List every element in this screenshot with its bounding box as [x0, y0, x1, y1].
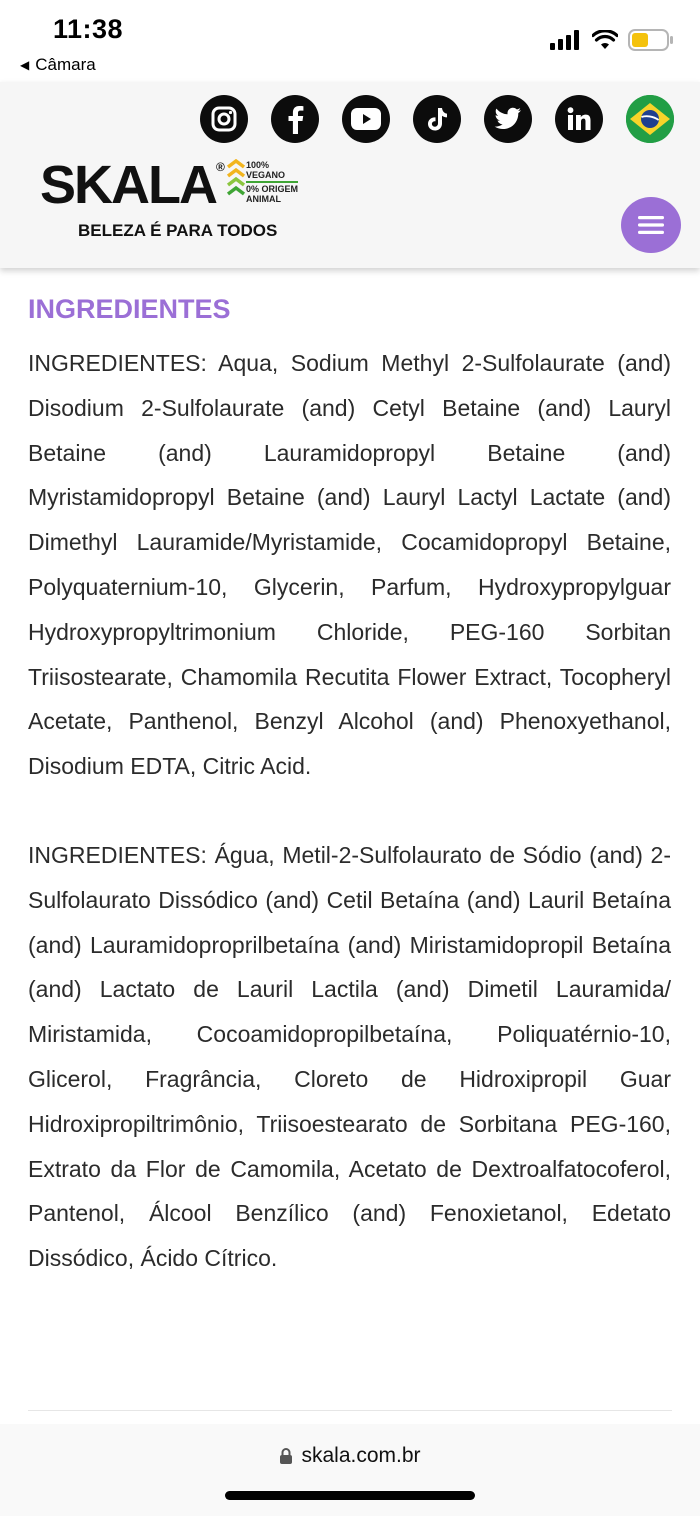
section-title: INGREDIENTES	[28, 294, 231, 324]
wifi-icon	[592, 30, 618, 50]
signal-icon	[550, 30, 582, 50]
back-to-app-link[interactable]	[20, 55, 96, 75]
url-text: skala.com.br	[301, 1444, 421, 1467]
logo-tagline: BELEZA É PARA TODOS	[78, 221, 278, 240]
home-indicator[interactable]	[225, 1491, 475, 1500]
brazil-flag-icon[interactable]	[626, 95, 674, 143]
vegan-leaf-icon	[226, 159, 246, 205]
status-time: 11:38	[53, 14, 124, 44]
ingredients-paragraph-pt: INGREDIENTES: Água, Metil-2-Sulfolaurato de Sódio (and) 2-Sulfolaurato Dissódico (and) Cetil Betaína (and) Lauril Betaína (and) Lauramidoproprilbetaína (and) Miristamidopropil Betaína (and) Lactato de Lauril Lactila (and) Dimetil Lauramida/ Miristamida, Cocoamidopropilbetaína, Poliquatérnio-10, Glicerol, Fragrância, Cloreto de Hidroxipropil Guar Hidroxipropiltrimônio, Triisoestearato de Sorbitana PEG-160, Extrato da Flor de Camomila, Acetato de Dextroalfatocoferol, Pantenol, Álcool Benzílico (and) Fenoxietanol, Edetato Dissódico, Ácido Cítrico.	[28, 841, 671, 1272]
browser-address-bar[interactable]	[0, 1424, 700, 1516]
status-bar	[0, 0, 700, 82]
ingredients-section	[28, 290, 671, 1281]
hamburger-menu-icon	[638, 214, 664, 236]
url-display[interactable]	[0, 1444, 700, 1468]
logo-wordmark: SKALA®	[40, 155, 223, 215]
instagram-icon[interactable]	[200, 95, 248, 143]
twitter-icon[interactable]	[484, 95, 532, 143]
youtube-icon[interactable]	[342, 95, 390, 143]
site-header	[0, 82, 700, 268]
content-divider	[28, 1410, 672, 1411]
back-app-label: Câmara	[35, 55, 96, 74]
linkedin-icon[interactable]	[555, 95, 603, 143]
hamburger-menu-button[interactable]	[621, 197, 681, 253]
status-icons	[550, 29, 674, 51]
facebook-icon[interactable]	[271, 95, 319, 143]
social-links	[200, 95, 674, 143]
lock-icon	[279, 1447, 293, 1465]
back-arrow-icon: ◀	[20, 58, 30, 72]
tiktok-icon[interactable]	[413, 95, 461, 143]
vegan-badge-text: 100% VEGANO 0% ORIGEM ANIMAL	[246, 160, 299, 204]
battery-icon	[628, 29, 674, 51]
ingredients-paragraph-en: INGREDIENTES: Aqua, Sodium Methyl 2-Sulfolaurate (and) Disodium 2-Sulfolaurate (and) Cetyl Betaine (and) Lauryl Betaine (and) Lauramidopropyl Betaine (and) Myristamidopropyl Betaine (and) Lauryl Lactyl Lactate (and) Dimethyl Lauramide/Myristamide, Cocamidopropyl Betaine, Polyquaternium-10, Glycerin, Parfum, Hydroxypropylguar Hydroxypropyltrimonium Chloride, PEG-160 Sorbitan Triisostearate, Chamomila Recutita Flower Extract, Tocopheryl Acetate, Panthenol, Benzyl Alcohol (and) Phenoxyethanol, Disodium EDTA, Citric Acid.	[28, 350, 671, 780]
